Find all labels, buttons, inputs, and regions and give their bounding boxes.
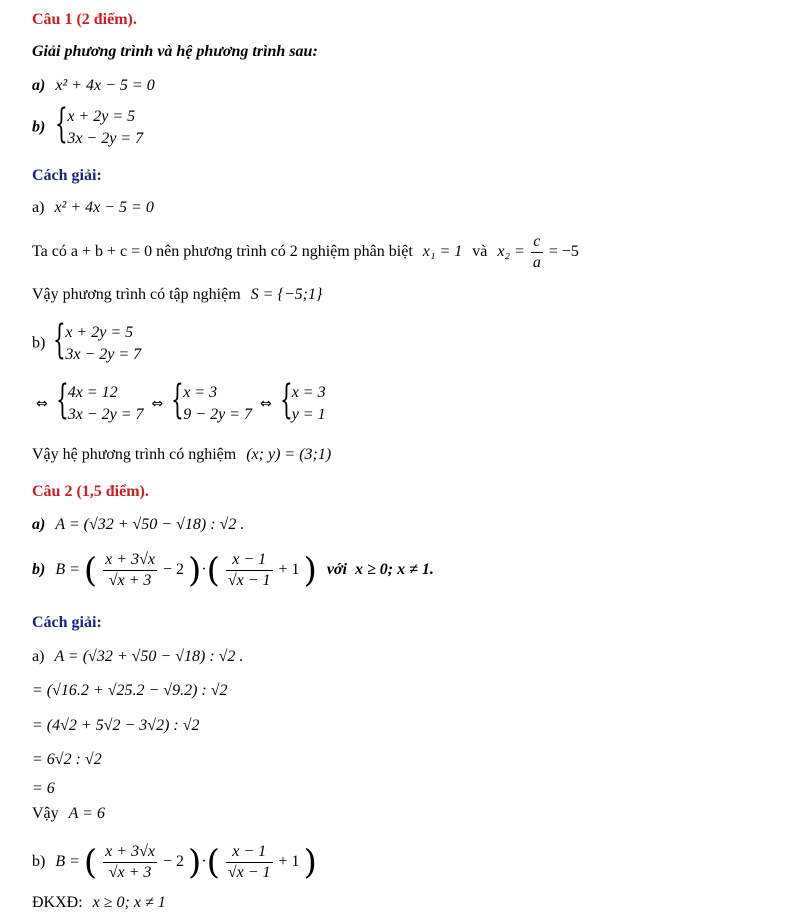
brace-icon: { bbox=[171, 377, 184, 423]
frac-num: c bbox=[531, 232, 543, 253]
frac-den: √x − 1 bbox=[227, 572, 271, 589]
sol1-step2-system bbox=[171, 377, 252, 426]
sol2-a-line2: = (√16.2 + √25.2 − √9.2) : √2 bbox=[32, 682, 228, 699]
paren-close-icon: ) bbox=[187, 842, 202, 883]
sol1-a bbox=[32, 198, 154, 218]
sol2-b-plus1: + 1 bbox=[278, 853, 300, 871]
frac-num: x + 3√x bbox=[103, 550, 157, 571]
sol1-step3-system bbox=[279, 377, 326, 426]
sol1-a-fraction bbox=[531, 232, 543, 273]
paren-open-icon: ( bbox=[206, 550, 220, 591]
sol2-a-l1: A = (√32 + √50 − √18) : √2 . bbox=[54, 648, 244, 665]
q2-b-minus2: − 2 bbox=[162, 561, 184, 579]
step1-row1: 4x = 12 bbox=[67, 384, 118, 401]
sol2-a-concl-expr: A = 6 bbox=[68, 805, 105, 822]
brace-icon: { bbox=[55, 101, 69, 147]
q2-b-with: với bbox=[326, 561, 347, 579]
sol2-heading: Cách giải: bbox=[32, 614, 102, 631]
dkxd-label: ĐKXĐ: bbox=[32, 894, 83, 911]
sol1-b-label: b) bbox=[32, 334, 46, 352]
paren-open-icon: ( bbox=[83, 842, 98, 883]
q2-part-a bbox=[32, 515, 244, 535]
sol2-b-label: b) bbox=[32, 853, 46, 871]
step2-row1: x = 3 bbox=[183, 384, 218, 401]
q1-part-a bbox=[32, 76, 155, 96]
sol1-b-row1: x + 2y = 5 bbox=[65, 324, 134, 341]
sol2-a-conclusion bbox=[32, 804, 105, 824]
paren-close-icon: ) bbox=[303, 842, 317, 883]
sol1-a-concl-text: Vậy phương trình có tập nghiệm bbox=[32, 286, 241, 303]
q2-b-plus1: + 1 bbox=[278, 561, 300, 579]
q2-b-condition: x ≥ 0; x ≠ 1. bbox=[354, 561, 434, 579]
sol1-a-x2-lhs: x₂ = bbox=[497, 243, 525, 261]
sol1-a-x1: x₁ = 1 bbox=[422, 243, 463, 261]
q1-b-label: b) bbox=[32, 118, 46, 136]
brace-icon: { bbox=[55, 377, 69, 423]
sol2-a-label: a) bbox=[32, 648, 45, 665]
brace-icon: { bbox=[53, 317, 67, 363]
sol1-b-answer: (x; y) = (3;1) bbox=[246, 446, 332, 463]
sol1-b bbox=[32, 317, 142, 366]
sol1-b-concl-text: Vậy hệ phương trình có nghiệm bbox=[32, 446, 237, 463]
sol1-a-and: và bbox=[472, 243, 488, 261]
frac-num: x + 3√x bbox=[103, 842, 157, 863]
sol2-b-frac2 bbox=[226, 842, 273, 883]
sol1-b-system bbox=[53, 317, 142, 366]
sol2-b-frac1 bbox=[103, 842, 157, 883]
q2-b-frac1 bbox=[103, 550, 157, 591]
frac-num: x − 1 bbox=[226, 550, 273, 571]
frac-den: a bbox=[532, 254, 541, 271]
sol2-a-line4: = 6√2 : √2 bbox=[32, 751, 102, 768]
q2-b-lhs: B = bbox=[55, 561, 80, 579]
sol1-a-equation: x² + 4x − 5 = 0 bbox=[54, 199, 154, 216]
sol1-a-conclusion bbox=[32, 285, 322, 305]
dkxd-expr: x ≥ 0; x ≠ 1 bbox=[92, 894, 166, 911]
q2-part-b: b) B = ( $\frac{x + 3√x}{√x + 3}$ − 2 )·( $\frac{x - 1}{√x - 1}$ + 1 ) với x ≥ 0; x ≠ 1. bbox=[32, 550, 434, 591]
q1-b-row1: x + 2y = 5 bbox=[67, 108, 136, 125]
equivalent-arrow-icon: ⇔ bbox=[259, 396, 272, 412]
brace-icon: { bbox=[279, 377, 293, 423]
frac-den: √x + 3 bbox=[108, 864, 152, 881]
sol1-a-x2-rhs: = −5 bbox=[548, 243, 579, 261]
sol2-b-lhs: B = bbox=[55, 853, 80, 871]
sol1-a-set: S = {−5;1} bbox=[250, 286, 323, 303]
equivalent-arrow-icon: ⇔ bbox=[151, 396, 164, 412]
sol1-heading: Cách giải: bbox=[32, 167, 102, 184]
q2-b-frac2 bbox=[226, 550, 273, 591]
paren-open-icon: ( bbox=[83, 550, 98, 591]
sol2-a-line3: = (4√2 + 5√2 − 3√2) : √2 bbox=[32, 717, 200, 734]
sol2-a-line1 bbox=[32, 647, 243, 667]
step3-row2: y = 1 bbox=[291, 406, 326, 423]
q1-a-equation: x² + 4x − 5 = 0 bbox=[55, 77, 155, 94]
paren-close-icon: ) bbox=[303, 550, 317, 591]
sol1-b-row2: 3x − 2y = 7 bbox=[65, 346, 142, 363]
frac-den: √x + 3 bbox=[108, 572, 152, 589]
paren-close-icon: ) bbox=[187, 550, 202, 591]
step3-row1: x = 3 bbox=[291, 384, 326, 401]
sol2-a-line5: = 6 bbox=[32, 780, 55, 797]
equivalent-arrow-icon: ⇔ bbox=[36, 396, 48, 412]
q1-b-row2: 3x − 2y = 7 bbox=[67, 130, 144, 147]
q1-a-label: a) bbox=[32, 77, 46, 94]
sol2-b-minus2: − 2 bbox=[162, 853, 184, 871]
paren-open-icon: ( bbox=[206, 842, 220, 883]
sol1-b-steps bbox=[32, 377, 326, 426]
frac-num: x − 1 bbox=[226, 842, 273, 863]
sol2-dkxd bbox=[32, 893, 166, 913]
frac-den: √x − 1 bbox=[227, 864, 271, 881]
sol2-a-concl-text: Vậy bbox=[32, 805, 59, 822]
q1-title: Câu 1 (2 điểm). bbox=[32, 11, 137, 28]
q1-prompt: Giải phương trình và hệ phương trình sau: bbox=[32, 43, 318, 60]
q2-a-expr: A = (√32 + √50 − √18) : √2 . bbox=[55, 516, 245, 533]
step2-row2: 9 − 2y = 7 bbox=[183, 406, 252, 423]
sol1-step1-system bbox=[55, 377, 144, 426]
sol2-b: b) B = ( $\frac{x + 3√x}{√x + 3}$ − 2 )·( $\frac{x - 1}{√x - 1}$ + 1 ) bbox=[32, 842, 317, 883]
sol1-b-conclusion bbox=[32, 445, 331, 465]
q1-part-b bbox=[32, 101, 144, 150]
q1-b-system bbox=[55, 101, 144, 150]
sol1-a-text: Ta có a + b + c = 0 nên phương trình có 2 nghiệm phân biệt bbox=[32, 243, 413, 261]
q2-b-label: b) bbox=[32, 561, 46, 579]
q2-title: Câu 2 (1,5 điểm). bbox=[32, 483, 149, 500]
sol1-a-label: a) bbox=[32, 199, 45, 216]
q2-a-label: a) bbox=[32, 516, 46, 533]
sol1-a-explanation bbox=[32, 232, 579, 273]
step1-row2: 3x − 2y = 7 bbox=[67, 406, 144, 423]
